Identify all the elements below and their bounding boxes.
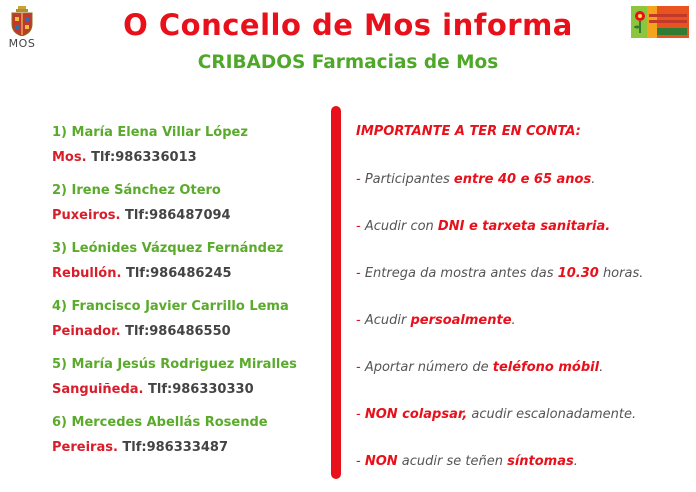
info-highlight: entre 40 e 65 anos — [453, 172, 592, 187]
pharmacy-phone: Tlf:986487094 — [120, 208, 231, 223]
pharmacy-location-line — [52, 324, 322, 339]
pharmacy-item — [52, 299, 322, 357]
info-highlight: 10.30 — [557, 266, 599, 281]
pharmacy-item — [52, 357, 322, 415]
info-item — [356, 266, 686, 313]
pharmacy-name: 1) María Elena Villar López — [52, 125, 248, 140]
info-text: Participantes — [364, 172, 454, 187]
pharmacy-item — [52, 415, 322, 473]
pharmacy-name: 2) Irene Sánchez Otero — [52, 183, 221, 198]
info-highlight: síntomas — [507, 454, 574, 469]
page-subtitle: CRIBADOS Farmacias de Mos — [197, 52, 499, 73]
info-text: horas. — [598, 266, 644, 281]
info-text: Acudir con — [364, 219, 438, 234]
info-highlight: DNI e tarxeta sanitaria. — [437, 219, 611, 234]
info-text: . — [591, 172, 596, 187]
pharmacy-phone: Tlf:986333487 — [117, 440, 229, 455]
info-highlight: persoalmente — [410, 313, 512, 328]
info-highlight: teléfono móbil — [492, 360, 600, 375]
important-info-panel — [356, 124, 686, 492]
info-dash: - — [356, 313, 365, 328]
info-text: Acudir — [364, 313, 411, 328]
logo-left-text: MOS — [8, 37, 36, 50]
info-text: acudir escalonadamente. — [467, 407, 637, 422]
pharmacy-location: Pereiras. — [52, 440, 118, 455]
pharmacy-name: 5) María Jesús Rodriguez Miralles — [52, 357, 297, 372]
info-item — [356, 172, 686, 219]
info-text: acudir se teñen — [397, 454, 508, 469]
info-text: Entrega da mostra antes das — [364, 266, 558, 281]
pharmacy-item — [52, 241, 322, 299]
pharmacy-list — [52, 125, 322, 473]
info-heading: IMPORTANTE A TER EN CONTA: — [356, 124, 581, 139]
pharmacy-name: 3) Leónides Vázquez Fernández — [52, 241, 284, 256]
pharmacy-location: Rebullón. — [52, 266, 122, 281]
info-highlight: NON — [364, 454, 398, 469]
vertical-divider — [331, 106, 341, 479]
info-text: . — [573, 454, 578, 469]
page-title: O Concello de Mos informa — [123, 8, 573, 42]
pharmacy-phone: Tlf:986486245 — [121, 266, 232, 281]
pharmacy-name: 4) Francisco Javier Carrillo Lema — [52, 299, 289, 314]
info-dash: - — [356, 219, 365, 234]
pharmacy-phone: Tlf:986330330 — [143, 382, 254, 397]
info-dash: - — [356, 360, 365, 375]
pharmacy-location-line — [52, 440, 322, 455]
pharmacy-location-line — [52, 150, 322, 165]
info-highlight: NON colapsar, — [364, 407, 468, 422]
pharmacy-phone: Tlf:986486550 — [120, 324, 231, 339]
info-item — [356, 454, 686, 492]
pharmacy-name: 6) Mercedes Abellás Rosende — [52, 415, 268, 430]
info-text: . — [511, 313, 516, 328]
pharmacy-location-line — [52, 208, 322, 223]
info-item — [356, 407, 686, 454]
pharmacy-location-line — [52, 266, 322, 281]
pharmacy-phone: Tlf:986336013 — [86, 150, 197, 165]
info-item — [356, 219, 686, 266]
pharmacy-location: Puxeiros. — [52, 208, 121, 223]
info-dash: - — [356, 172, 365, 187]
info-dash: - — [356, 454, 365, 469]
info-dash: - — [356, 266, 365, 281]
pharmacy-location-line — [52, 382, 322, 397]
pharmacy-item — [52, 183, 322, 241]
info-text: . — [599, 360, 604, 375]
info-item — [356, 313, 686, 360]
info-item — [356, 360, 686, 407]
pharmacy-location: Peinador. — [52, 324, 121, 339]
info-dash: - — [356, 407, 365, 422]
pharmacy-location: Sanguiñeda. — [52, 382, 144, 397]
pharmacy-item — [52, 125, 322, 183]
info-text: Aportar número de — [364, 360, 493, 375]
pharmacy-location: Mos. — [52, 150, 87, 165]
